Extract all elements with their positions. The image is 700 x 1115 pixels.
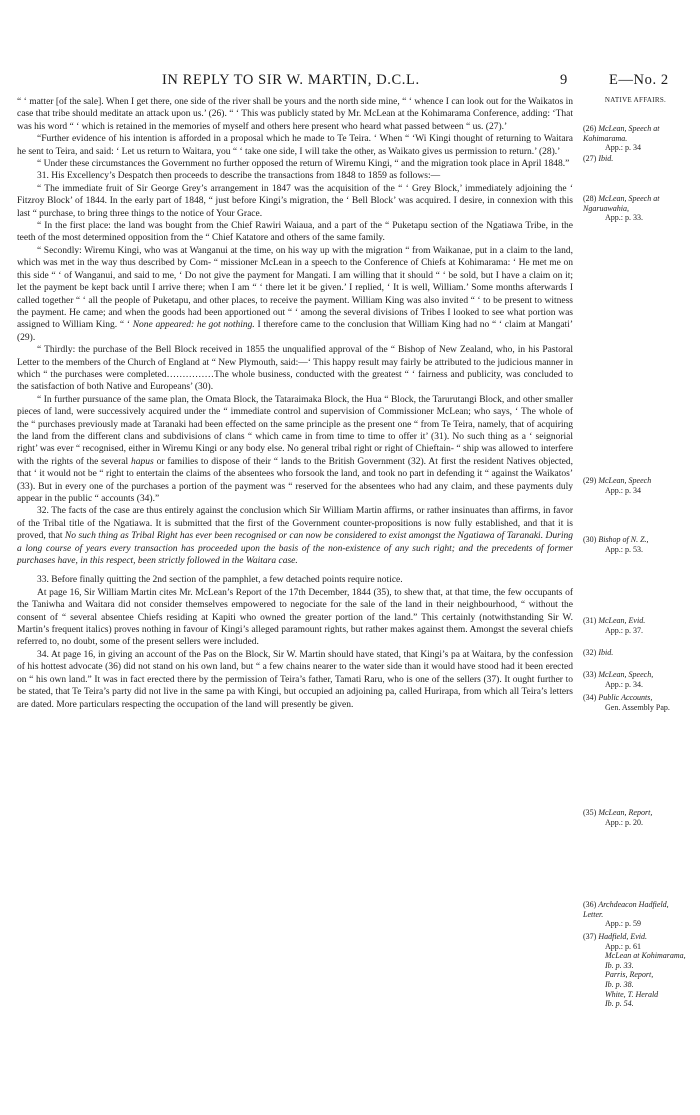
note-source: Ibid.	[598, 648, 614, 657]
note-source: Bishop of N. Z.,	[598, 535, 649, 544]
note-reference: App.: p. 34	[605, 143, 641, 153]
note-source: Archdeacon Hadfield, Letter.	[583, 900, 669, 919]
document-reference: E—No. 2	[609, 72, 669, 88]
margin-note-33	[583, 670, 688, 689]
note-source: McLean, Speech at Ngaruawahia,	[583, 194, 660, 213]
note-number: (36)	[583, 900, 597, 909]
margin-note-34	[583, 693, 688, 712]
note-number: (30)	[583, 535, 597, 544]
note-source: Parris, Report,	[605, 970, 654, 980]
paragraph: At page 16, Sir William Martin cites Mr. McLean’s Report of the 17th December, 1844 (35), to shew that, at that time, the few occupants of the Taniwha and Waitara did not consider themselves empowered to negociate for the sale of the land in their neighbourhood, “ without the consent of “ several absentee Chiefs residing at Kapiti who owned the greater portion of the land.” This certainly (notwithstanding Sir W. Martin’s frequent italics) proves nothing in favour of Kingi’s alleged paramount rights, but rather makes against them. Amongst the several chiefs referred to, no doubt, some of the present sellers were included.	[17, 587, 573, 648]
running-title: IN REPLY TO SIR W. MARTIN, D.C.L.	[162, 72, 420, 88]
note-reference: App.: p. 61	[605, 941, 641, 951]
note-reference: App.: p. 33.	[605, 213, 643, 223]
text-run: 32. The facts of the case are thus entirely against the conclusion which Sir William Martin affirms, or rather insinuates than affirms, in favor of the Tribal title of the Ngatiawa. It is submitted that the first of the Government counter-propositions is now fully established, and that it is proved, that	[17, 506, 573, 542]
note-source: Ibid.	[598, 154, 614, 163]
note-reference: Ib. p. 54.	[605, 999, 634, 1009]
paragraph: 34. At page 16, in giving an account of the Pas on the Block, Sir W. Martin should have stated, that Kingi’s pa at Waitara, by the confession of his hottest advocate (36) did not stand on his own land, but “ a few chains nearer to the water side than it would have stood had it been erected on “ his own land.” It was in fact erected there by the permission of Teira’s father, Tamati Raru, who is one of the sellers (37). It ought further to be stated, that Te Teira’s party did not live in the same pa with Kingi, but occupied an adjoining pa, called Hurirapa, from which all Teira’s letters are dated. More particulars respecting the occupation of the land will presently be given.	[17, 649, 573, 710]
margin-notes	[583, 96, 688, 1009]
note-number: (33)	[583, 670, 597, 679]
note-source: Hadfield, Evid.	[598, 932, 647, 941]
note-source: McLean, Speech,	[598, 670, 654, 679]
note-number: (27)	[583, 154, 597, 163]
note-reference: Ib. p. 38.	[605, 979, 634, 989]
note-reference: App.: p. 34.	[605, 679, 643, 689]
note-reference: App.: p. 53.	[605, 544, 643, 554]
note-number: (31)	[583, 616, 597, 625]
note-source: McLean, Report,	[598, 808, 653, 817]
note-reference: Gen. Assembly Pap.	[605, 702, 670, 712]
italic-text: hapus	[131, 456, 154, 467]
note-number: (26)	[583, 124, 597, 133]
note-number: (28)	[583, 194, 597, 203]
margin-note-32	[583, 648, 688, 658]
body-text	[17, 96, 573, 711]
note-reference: App.: p. 34	[605, 485, 641, 495]
note-source: Public Accounts,	[598, 693, 653, 702]
margin-note-36	[583, 900, 688, 929]
margin-note-28	[583, 194, 688, 223]
note-number: (32)	[583, 648, 597, 657]
margin-heading: NATIVE AFFAIRS.	[604, 96, 667, 104]
text-run: I therefore came to the conclusion that William King had no “ ‘ claim at Mangati’ (29).	[17, 320, 573, 343]
note-source: McLean, Evid.	[598, 616, 646, 625]
paragraph	[17, 505, 573, 567]
page-number: 9	[560, 72, 568, 88]
italic-text: No such thing as Tribal Right has ever been recognised or can now be considered to exist amongst the Ngatiawa of Taranaki. During a long course of years every transaction has proceeded upon the basis of the non-existence of any such right; and the precedents of former purchases have, in this respect, been strictly followed in the Waitara case.	[17, 531, 573, 567]
page-header	[0, 72, 700, 94]
paragraph: “ In the first place: the land was bought from the Chief Rawiri Waiaua, and a part of the “ Puketapu section of the Ngatiawa Tribe, in the teeth of the most determined opposition from the “ Chief Katatore and others of the same family.	[17, 221, 573, 244]
note-reference: App.: p. 59	[605, 919, 641, 929]
paragraph: 31. His Excellency’s Despatch then proceeds to describe the transactions from 1848 to 1859 as follows:—	[37, 171, 441, 182]
paragraph: 33. Before finally quitting the 2nd section of the pamphlet, a few detached points require notice.	[37, 575, 403, 586]
note-reference: App.: p. 37.	[605, 625, 643, 635]
note-number: (37)	[583, 932, 597, 941]
margin-note-35	[583, 808, 688, 827]
note-reference: Ib. p. 33.	[605, 960, 634, 970]
paragraph: “ The immediate fruit of Sir George Grey’s arrangement in 1847 was the acquisition of the “ ‘ Grey Block,’ immediately adjoining the ‘ Fitzroy Block’ of 1844. In the early part of 1848, “ just before Kingi’s migration, the ‘ Bell Block’ was acquired. I desire, in connexion with this last “ purchase, to bring three things to the notice of Your Grace.	[17, 183, 573, 219]
note-source: White, T. Herald	[605, 989, 659, 999]
paragraph	[17, 245, 573, 344]
note-number: (35)	[583, 808, 597, 817]
margin-note-31	[583, 616, 688, 635]
note-source: McLean, Speech at Kohimarama.	[583, 124, 660, 143]
text-run: “ In further pursuance of the same plan, the Omata Block, the Tataraimaka Block, the Hua “ Block, the Tarurutangi Block, and other smaller pieces of land, were successively acquired under the “ immediate control and supervision of Commissioner McLean; who says, ‘ The whole of the “ purchases previously made at Taranaki had been effected on the same principle as the present one “ from Te Teira, namely, that of acquiring the land from the different clans and subdivisions of clans “ which came in from time to time to offer it’ (31). No such thing as a ‘ seignorial right’ was ever “ recognised, either in Wiremu Kingi or any body else. No general tribal right or right of Chieftain- “ ship was allowed to interfere with the rights of the several	[17, 394, 573, 467]
margin-note-27	[583, 154, 688, 164]
margin-note-29	[583, 476, 688, 495]
note-number: (34)	[583, 693, 597, 702]
note-reference: App.: p. 20.	[605, 817, 643, 827]
margin-note-26	[583, 124, 688, 153]
paragraph: “ Thirdly: the purchase of the Bell Block received in 1855 the unqualified approval of the “ Bishop of New Zealand, who, in his Pastoral Letter to the members of the Church of England at “ New Plymouth, said:—‘ This happy result may fairly be attributed to the judicious manner in which “ the purchases were completed……………The whole business, conducted with the greatest “ ‘ fairness and publicity, was concluded to the satisfaction of both Native and Europeans’ (30).	[17, 345, 573, 393]
margin-note-37	[583, 932, 688, 1009]
text-run: “ Secondly: Wiremu Kingi, who was at Wanganui at the time, on his way up with the migration “ from Waikanae, put in a claim to the land, which was met in the way thus described by Com- “ missioner McLean in a speech to the Conference of Chiefs at Kohimarama: ‘ He met me on this side “ ‘ of Wanganui, and said to me, ‘ Do not give the payment for Mangati. I am willing that it should “ ‘ be sold, but I have a claim on it; let the payment be kept back until I arrive there; when I am “ ‘ there let it be given.’ I replied, ‘ It is well, William.’ Some months afterwards I called together “ ‘ all the people of Puketapu, and other places, to receive the payment. William King was also invited “ ‘ to be present to witness the payment. He came; and when the goods had been apportioned out “ ‘ among the several divisions of Tribes I looked to see what portion was assigned to William King. “ ‘	[17, 245, 573, 331]
margin-note-30	[583, 535, 688, 554]
italic-text: None appeared: he got nothing.	[132, 320, 255, 331]
paragraph: “ ‘ matter [of the sale]. When I get there, one side of the river shall be yours and the north side mine, “ ‘ whence I can look out for the Waikatos in case that tribe should meditate an attack upon us.’ (26). “ ‘ This was publicly stated by Mr. McLean at the Kohimarama Conference, adding: ‘That was his word “ ‘ which is retained in the memories of myself and others here present who heard what passed between “ us. (27).’	[17, 97, 573, 132]
paragraph: “Further evidence of his intention is afforded in a proposal which he made to Te Teira. ‘ When “ ‘Wi Kingi thought of returning to Waitara he sent to Teira, and said: ‘ Let us return to Waitara, you “ ‘ take one side, I will take the other, as Waikato gives us permission to return.’ (28).’	[17, 134, 573, 157]
note-source: McLean, Speech	[598, 476, 652, 485]
note-source: McLean at Kohimarama,	[605, 951, 686, 961]
note-number: (29)	[583, 476, 597, 485]
text-run: or families to dispose of their “ lands to the British Government (32). At first the resident Natives objected, that ‘ it would not be “ right to entertain the claims of the absentees who forsook the land, and took no part in defending it “ against the Waikatos’ (33). But in every one of the purchases a portion of the payment was “ reserved for the absentees who had any claim, and these payments duly appear in the public “ accounts (34).”	[17, 456, 573, 504]
paragraph: “ Under these circumstances the Government no further opposed the return of Wiremu Kingi, “ and the migration took place in April 1848.”	[37, 159, 570, 170]
paragraph	[17, 394, 573, 506]
